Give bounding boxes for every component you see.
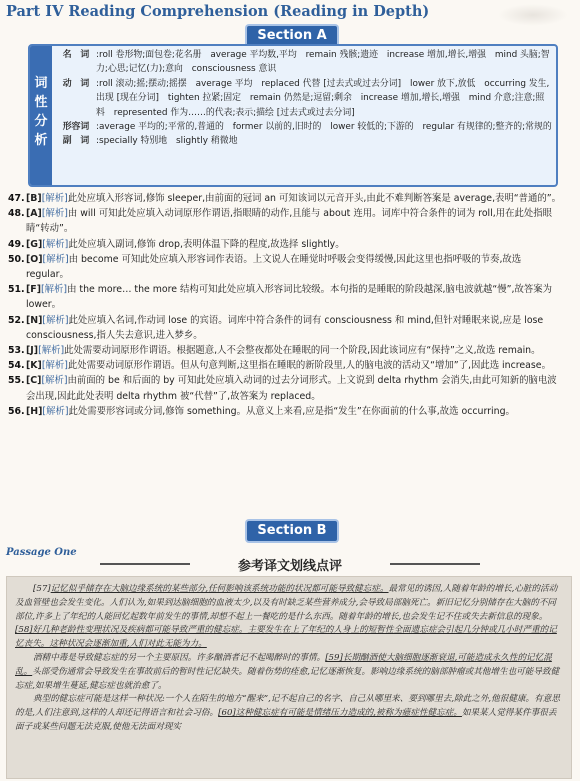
analysis-tag: [解析] [40,284,68,296]
answer-key: [B] [26,193,42,204]
vocab-key: 副 词 [62,136,90,147]
section-a-badge: Section A [247,26,337,46]
section-b-badge: Section B [247,521,337,541]
answer-explanation: 此处需要形容词或分词,修饰 something。从意义上来看,应是指“发生”在你面前的什么事,故选 occurring。 [68,405,515,417]
vocab-text: :average 平均的;平常的,普通的 former 以前的,旧时的 lower 较低的;下游的 regular 有规律的;整齐的;常规的 [96,122,552,133]
answer-explanation: 由 become 可知此处应填入形容词作表语。上文说人在睡觉时呼吸会变得缓慢,因此这里也指呼吸的节奏,故选 regular。 [26,253,522,281]
title-rule-left [100,563,190,565]
answer-explanation: 此处需要动词原形作谓语。根据题意,人不会整夜都处在睡眠的同一个阶段,因此该词应有“保持”之义,故选 remain。 [64,345,541,357]
answer-item [8,358,566,373]
analysis-tag: [解析] [42,253,69,265]
answer-item [8,313,566,343]
answer-number: 47. [8,193,25,204]
underlined-sentence: [58]好几种老龄性变理状况及疾病都可能导致严重的健忘症。主要发生在上了年纪的人身上的短暂性全面遗忘症会引起几分钟或几小时严重的记忆丧失。这种状况会逐渐加重,人们对此无能为力。 [15,625,557,650]
answer-explanation: 此处应填入副词,修饰 drop,表明体温下降的程度,故选择 slightly。 [68,238,345,250]
label-char: 词 [34,76,48,91]
answer-number: 51. [8,284,25,296]
translation-paragraph [15,583,563,652]
answer-explanation: 由 will 可知此处应填入动词原形作谓语,指眼睛的动作,且能与 about 连用。词库中符合条件的词为 roll,用在此处指眼睛“转动”。 [26,208,552,235]
part-of-speech-label [30,46,52,185]
answer-explanation: 此处应填入形容词,修饰 sleeper,由前面的冠词 an 可知该词以元音开头,由此不难判断答案是 average,表明“普通的”。 [67,193,562,204]
translation-text: [57] [33,584,51,594]
part-title: Part IV Reading Comprehension (Reading in Depth) [6,3,430,20]
label-char: 性 [34,95,48,110]
analysis-tag: [解析] [42,238,69,250]
analysis-tag: [解析] [41,375,68,387]
analysis-tag: [解析] [41,193,68,204]
answer-explanation: 此处应填入名词,作动词 lose 的宾语。词库中符合条件的词有 consciousness 和 mind,但针对睡眠来说,应是 lose consciousness,指人失去意识,进入梦乡。 [26,314,544,341]
answer-key: [A] [26,208,42,220]
vocab-row-noun [56,48,552,77]
translation-text: 典型的健忘症可能是这样一种状况:一个人在陌生的地方“醒来”,记不起自己的名字、自己从哪里来、要到哪里去,除此之外,他很健康。有意思的是,人们注意到,这样的人却还记得语言和社会习俗。 [15,694,560,719]
analysis-tag: [解析] [42,314,69,326]
translation-title [100,555,480,574]
vocab-key: 名 词 [62,50,90,60]
answer-number: 48. [8,208,25,220]
translation-text: 头部受伤通常会导致发生在事故前后的暂时性记忆缺失。随着伤势的痊愈,记忆逐渐恢复。影响边缘系统的脑部肿瘤或其他增生也可能导致健忘症,如果增生蔓延,健忘症也就治愈了。 [15,666,560,691]
answer-item [8,343,566,358]
answer-key: [G] [26,238,43,250]
analysis-tag: [解析] [38,345,65,357]
label-char: 析 [34,133,48,148]
answer-item [8,373,566,403]
answer-key: [O] [26,253,43,265]
answer-item [8,206,566,236]
vocab-text: :roll 卷形物;面包卷;花名册 average 平均数,平均 remain 残骸;遗迹 increase 增加,增长,增强 mind 头脑;智力;心思;记忆(力);意向 consciousness 意识 [96,50,550,75]
translation-title-text: 参考译文划线点评 [237,559,342,574]
underlined-sentence: [60]这种健忘症有可能是情绪压力造成的,被称为癔症性健忘症。 [218,708,462,719]
vocab-row-adjective [56,120,552,134]
translation-text: 最常见的诱因,人随着年龄的增长,心脏的活动及血管壁也会发生变化。人们认为,如果到达脑细胞的血液太少,以及有时缺乏某些营养成分,会导致局部脑死亡。新旧记忆分别储存在大脑的不同部位,许多上了年纪的人能回忆起数年前发生的事情,却想不起上一餐吃的是什么东西。随着年龄的增长,也会发生记不住或失去新信息的现象。 [15,584,558,622]
passage-label: Passage One [6,547,77,558]
watermark-smudge [498,4,568,26]
answer-key: [J] [26,345,39,357]
translation-paragraph [15,693,563,734]
answer-key: [C] [26,375,42,387]
underlined-sentence: [59]长期酗酒使大脑细胞逐渐衰退,可能造成永久性的记忆混乱。 [15,652,552,677]
analysis-tag: [解析] [41,208,68,220]
analysis-tag: [解析] [41,360,68,372]
underlined-sentence: 记忆似乎储存在大脑边缘系统的某些部分,任何影响该系统功能的状况都可能导致健忘症。 [50,584,389,594]
analysis-tag: [解析] [42,405,69,417]
answer-explanation: 由 the more… the more 结构可知此处应填入形容词比较级。本句指的是睡眠的阶段越深,脑电波就越“慢”,故答案为 lower。 [26,284,552,311]
label-char: 分 [34,114,48,129]
answer-key: [K] [26,360,42,372]
answer-number: 53. [8,345,25,357]
answer-number: 55. [8,375,25,387]
answer-explanation: 此处需要动词原形作谓语。但从句意判断,这里指在睡眠的新阶段里,人的脑电波的活动又“增加”了,因此选 increase。 [67,360,551,372]
answer-number: 49. [8,238,25,250]
answer-number: 52. [8,314,25,326]
answer-item [8,404,566,419]
vocab-text: :roll 滚动;摇;摆动;摇摆 average 平均 replaced 代替 [过去式或过去分词] lower 放下,放低 occurring 发生,出现 [现在分词] tighten 拉紧;固定 remain 仍然是;逗留;剩余 increase 增加,增长,增强 mind 介意;注意;照料 represented 作为……的代表;表示;描绘 [过去式或过去分词] [96,78,550,118]
translation-text: 如果某人觉得某件事很丢面子或某些问题无法克服,使他无法面对现实 [15,708,557,732]
answer-number: 50. [8,253,25,265]
vocabulary-table [28,44,558,187]
translation-box [6,576,572,779]
vocab-text: :specially 特别地 slightly 稍微地 [96,136,238,147]
answer-number: 56. [8,405,25,417]
answer-explanation: 由前面的 be 和后面的 by 可知此处应填入动词的过去分词形式。上文说到 delta rhythm 会消失,由此可知新的脑电波会出现,因此此处表明 delta rhythm 被“代替”了,故答案为 replaced。 [26,375,557,402]
vocab-row-adverb [56,134,552,148]
answer-number: 54. [8,360,25,372]
vocab-key: 形容词 [62,122,90,133]
translation-paragraph [15,652,563,693]
title-rule-right [390,563,480,565]
translation-text: 酒精中毒是导致健忘症的另一个主要原因。许多酗酒者记不起喝醉时的事情。 [33,652,326,663]
answer-item [8,191,566,206]
answer-item [8,282,566,312]
answer-item [8,237,566,252]
answer-item [8,252,566,282]
answer-key: [N] [26,314,43,326]
answer-key: [F] [26,284,41,296]
answer-key: [H] [26,405,43,417]
vocab-key: 动 词 [62,78,90,89]
vocab-row-verb [56,77,552,120]
answer-list [8,191,566,419]
